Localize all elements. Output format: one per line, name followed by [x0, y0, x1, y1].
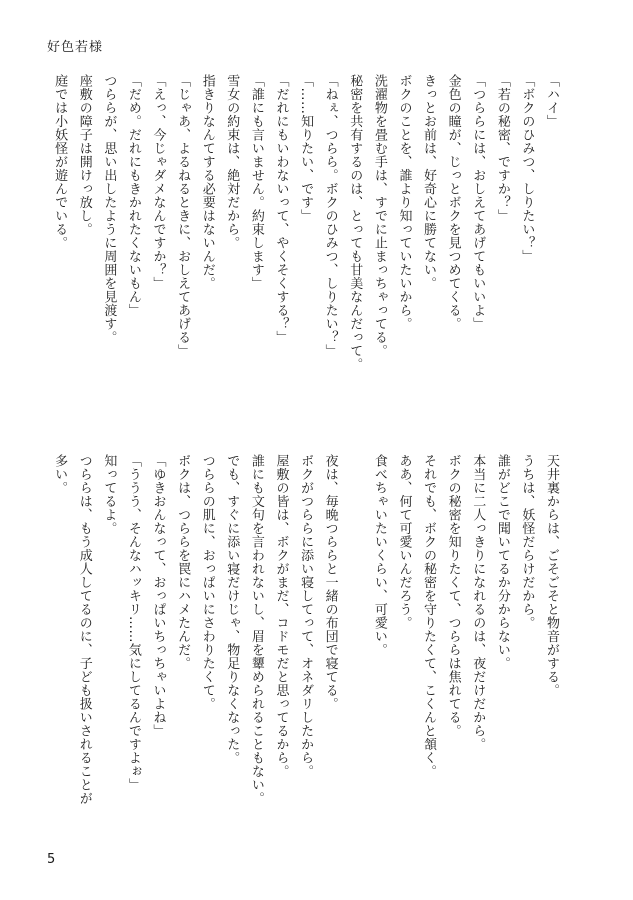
- text-line: 誰がどこで聞いてるか分からない。: [494, 454, 510, 670]
- text-line: 知ってるよ。: [101, 454, 117, 535]
- text-line: 「ううう、そんなハッキリ……気にしてるんですよぉ」: [125, 454, 141, 792]
- text-line: 屋敷の皆は、ボクがまだ、コドモだと思ってるから。: [273, 454, 289, 778]
- text-line: 金色の瞳が、じっとボクを見つめてくる。: [445, 74, 461, 331]
- page-number: 5: [47, 852, 56, 867]
- text-line: 「つららには、おしえてあげてもいいよ」: [470, 74, 486, 331]
- text-line: 「えっ、今じゃダメなんですか？」: [150, 74, 166, 290]
- text-line: 「ハイ」: [544, 74, 559, 128]
- text-line: 指きりなんてする必要はないんだ。: [199, 74, 215, 290]
- text-line: 多い。: [52, 454, 68, 495]
- text-line: 座敷の障子は開けっ放し。: [76, 74, 92, 236]
- text-line: 秘密を共有するのは、とっても甘美なんだって。: [347, 74, 363, 371]
- text-line: 「ボクのひみつ、しりたい？」: [519, 74, 535, 263]
- running-header: 好色若様: [47, 40, 104, 55]
- text-line: 「若の秘密、ですか？」: [494, 74, 510, 223]
- text-line: ボクがつららに添い寝してって、オネダリしたから。: [298, 454, 314, 778]
- text-line: それでも、ボクの秘密を守りたくて、こくんと頷く。: [421, 454, 437, 778]
- text-line: 洗濯物を畳む手は、すでに止まっちゃってる。: [371, 74, 387, 358]
- text-line: 食べちゃいたいくらい、可愛い。: [371, 454, 387, 657]
- text-line: ボクは、つららを罠にハメたんだ。: [175, 454, 191, 670]
- text-line: 「だれにもいわないって、やくそくする？」: [273, 74, 289, 344]
- text-line: 天井裏からは、ごそごそと物音がする。: [544, 454, 559, 697]
- text-line: 「じゃあ、よるねるときに、おしえてあげる」: [175, 74, 191, 358]
- text-block-upper: [52, 74, 563, 434]
- text-block-lower: [52, 454, 563, 844]
- text-line: ああ、何て可愛いんだろう。: [396, 454, 412, 630]
- text-line: 「誰にも言いません。約束します」: [248, 74, 264, 290]
- blank-line: [342, 454, 367, 844]
- text-line: ボクのことを、誰より知っていたいから。: [396, 74, 412, 331]
- text-line: 雪女の約束は、絶対だから。: [224, 74, 240, 250]
- text-line: 本当に二人っきりになれるのは、夜だけだから。: [470, 454, 486, 751]
- text-line: 夜は、毎晩つららと一緒の布団で寝てる。: [322, 454, 338, 711]
- text-line: うちは、妖怪だらけだから。: [519, 454, 535, 630]
- text-line: 「ねぇ、つらら。ボクのひみつ、しりたい？」: [322, 74, 338, 358]
- text-line: 「ゆきおんなって、おっぱいちっちゃいよね」: [150, 454, 166, 738]
- text-line: 「……知りたい、です」: [298, 74, 314, 223]
- text-line: つららの肌に、おっぱいにさわりたくて。: [199, 454, 215, 711]
- text-line: 誰にも文句を言われないし、眉を顰められることもない。: [248, 454, 264, 805]
- text-line: 「だめ。だれにもきかれたくないもん」: [125, 74, 141, 317]
- text-line: 庭では小妖怪が遊んでいる。: [52, 74, 68, 250]
- text-line: つららは、もう成人してるのに、子ども扱いされることが: [76, 454, 92, 805]
- text-line: つららが、思い出したように周囲を見渡す。: [101, 74, 117, 344]
- text-line: ボクの秘密を知りたくて、つららは焦れてる。: [445, 454, 461, 738]
- text-line: でも、すぐに添い寝だけじゃ、物足りなくなった。: [224, 454, 240, 765]
- text-line: きっとお前は、好奇心に勝てない。: [421, 74, 437, 290]
